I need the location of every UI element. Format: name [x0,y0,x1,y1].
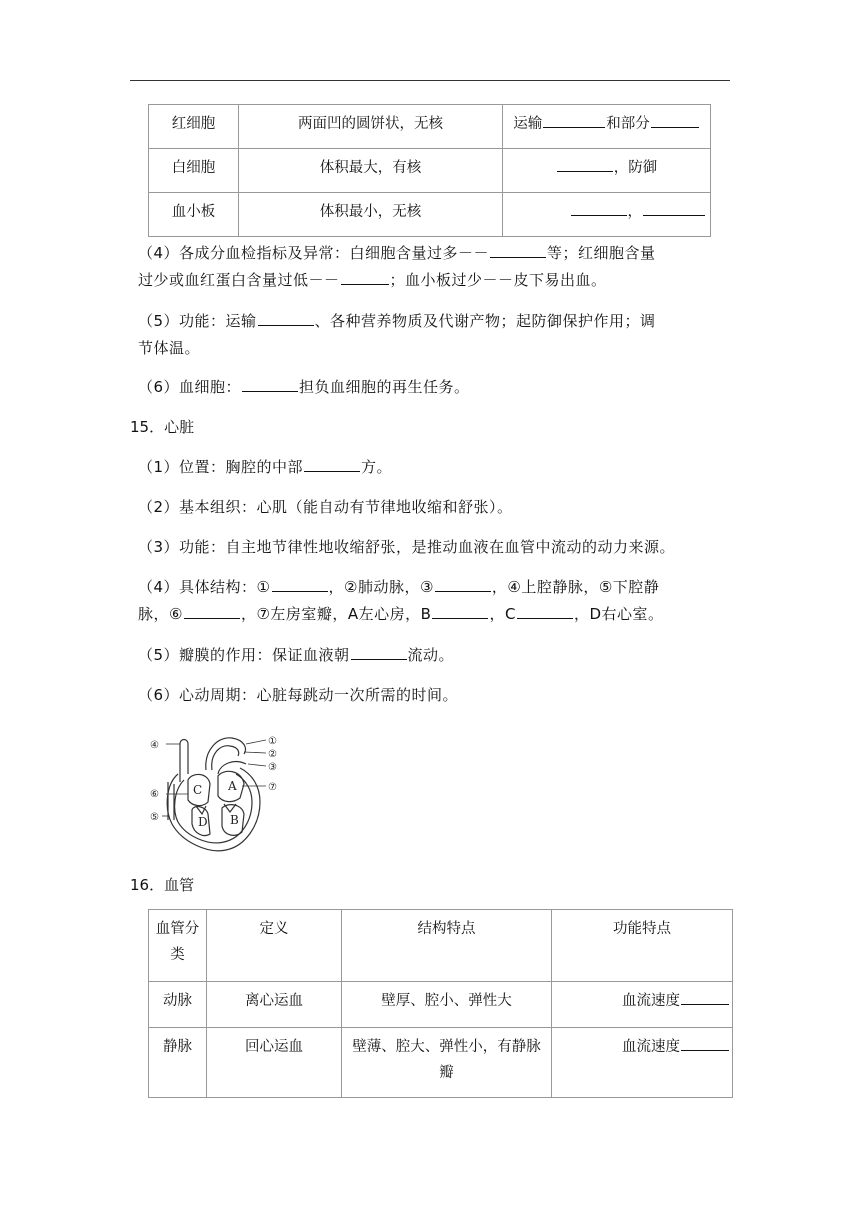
table-header-row [149,910,733,982]
heart-label-c: C [193,783,203,797]
table-row [149,982,733,1028]
heart-structure: （4）具体结构：① ，②肺动脉，③ ，④上腔静脉，⑤下腔静 脉，⑥ ，⑦左房室瓣，A左心房，B ，C ，D右心室。 [138,578,664,623]
heart-label-3: ③ [268,762,277,773]
heart-diagram [148,724,288,856]
cell-function: 血流速度 [552,1028,733,1098]
heart-label-7: ⑦ [268,782,277,793]
heart-label-5: ⑤ [150,812,159,823]
paragraph-6: （6）血细胞： 担负血细胞的再生任务。 [138,378,470,396]
heart-label-a: A [228,779,237,793]
cell-name: 白细胞 [149,149,239,193]
blood-cell-table [148,104,711,237]
heart-label-b: B [230,813,239,827]
heart-label-1: ① [268,736,277,747]
paragraph-5: （5）功能：运输 、各种营养物质及代谢产物；起防御保护作用；调 节体温。 [138,312,656,357]
table-row [149,1028,733,1098]
paragraph-4: （4）各成分血检指标及异常：白细胞含量过多－－ 等；红细胞含量 过少或血红蛋白含量过低－－ ；血小板过少－－皮下易出血。 [138,244,656,289]
cell-name: 动脉 [149,982,207,1028]
cell-shape: 体积最小，无核 [239,193,503,237]
valve-function: （5）瓣膜的作用：保证血液朝 流动。 [138,646,455,664]
heart-label-d: D [198,815,208,829]
cell-shape: 两面凹的圆饼状，无核 [239,105,503,149]
header-rule [130,80,730,81]
cell-name: 血小板 [149,193,239,237]
header-cell: 功能特点 [552,910,733,982]
cell-name: 红细胞 [149,105,239,149]
cell-definition: 回心运血 [207,1028,342,1098]
table-row [149,193,711,237]
section-15-title: 15．心脏 [130,418,195,436]
blood-vessel-table [148,909,733,1098]
heart-position: （1）位置：胸腔的中部 方。 [138,458,393,476]
heart-tissue: （2）基本组织：心肌（能自动有节律地收缩和舒张）。 [138,498,513,516]
cardiac-cycle: （6）心动周期：心脏每跳动一次所需的时间。 [138,686,459,704]
cell-function: 运输 和部分 [503,105,711,149]
cell-definition: 离心运血 [207,982,342,1028]
header-cell: 定义 [207,910,342,982]
cell-function: ， [503,193,711,237]
heart-function: （3）功能：自主地节律性地收缩舒张，是推动血液在血管中流动的动力来源。 [138,538,676,556]
table-row [149,105,711,149]
cell-function: ，防御 [503,149,711,193]
header-cell: 结构特点 [342,910,552,982]
section-16-title: 16．血管 [130,876,195,894]
heart-label-6: ⑥ [150,789,159,800]
cell-shape: 体积最大，有核 [239,149,503,193]
cell-name: 静脉 [149,1028,207,1098]
header-cell: 血管分类 [149,910,207,982]
cell-function: 血流速度 [552,982,733,1028]
table-row [149,149,711,193]
cell-structure: 壁厚、腔小、弹性大 [342,982,552,1028]
heart-label-4: ④ [150,740,159,751]
cell-structure: 壁薄、腔大、弹性小，有静脉瓣 [342,1028,552,1098]
heart-label-2: ② [268,749,277,760]
